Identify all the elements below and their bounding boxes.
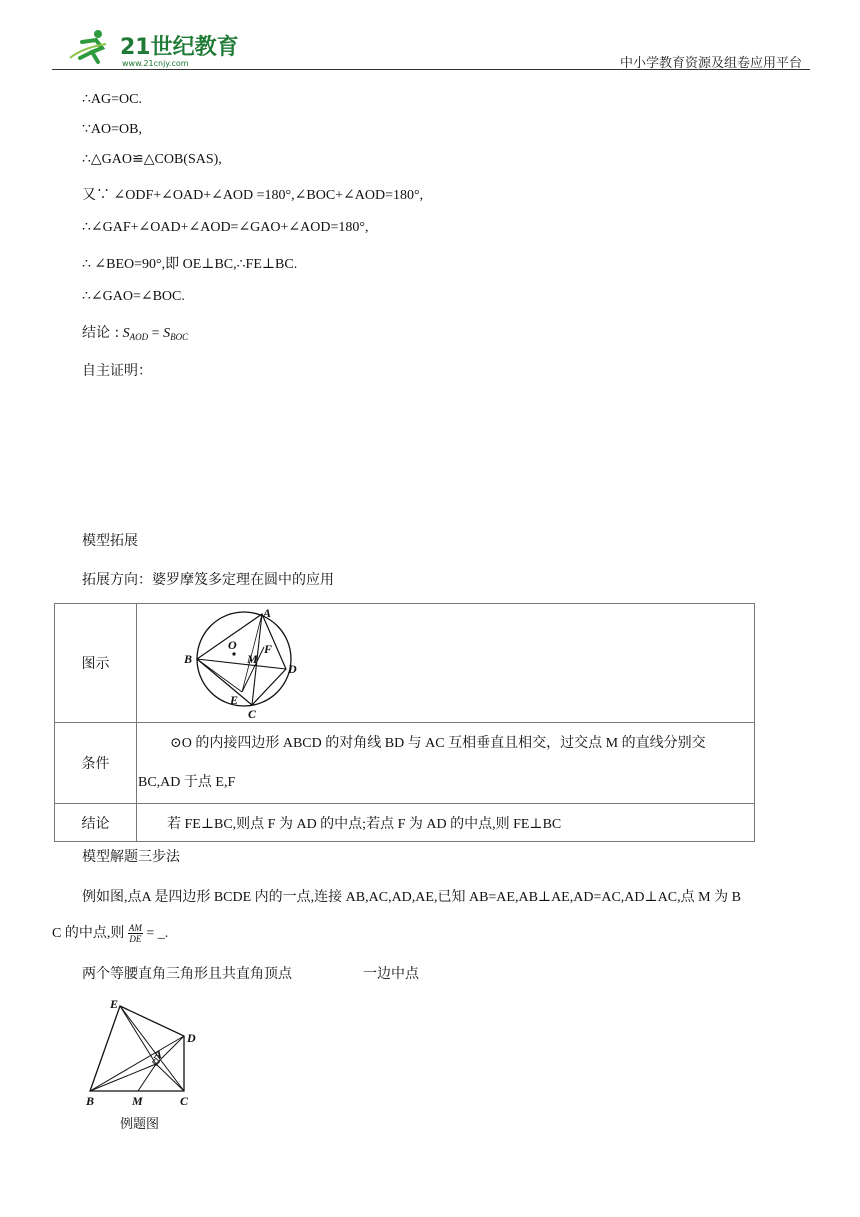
model-table xyxy=(54,603,755,842)
label-B: B xyxy=(184,652,193,666)
proof-line-5: ∴∠GAF+∠OAD+∠AOD=∠GAO+∠AOD=180°, xyxy=(82,220,369,235)
fig2-label-E: E xyxy=(110,997,119,1011)
fig2-label-M: M xyxy=(132,1094,143,1108)
conclusion-label: 结论 : xyxy=(82,325,120,341)
proof-line-7: ∴∠GAO=∠BOC. xyxy=(82,289,185,304)
row-label-condition: 条件 xyxy=(55,723,137,804)
figure-cell xyxy=(137,604,755,723)
model-title: 模型拓展 xyxy=(82,533,138,549)
conclusion-line xyxy=(82,322,188,342)
runner-icon xyxy=(70,30,106,62)
example-figure xyxy=(80,996,210,1136)
condition-line-2: BC,AD 于点 E,F xyxy=(138,775,236,790)
label-F: F xyxy=(264,642,273,656)
header-divider xyxy=(52,69,810,70)
self-proof-label: 自主证明： xyxy=(82,363,152,379)
label-M: M xyxy=(247,652,258,666)
row-label-conclusion: 结论 xyxy=(55,804,137,842)
example-line-2 xyxy=(52,922,168,944)
fig2-label-A: A xyxy=(154,1047,163,1061)
label-A: A xyxy=(263,607,272,620)
conclusion-rhs-sub: BOC xyxy=(170,332,189,342)
hint-left: 两个等腰直角三角形且共直角顶点 xyxy=(82,966,292,982)
platform-name: 中小学教育资源及组卷应用平台 xyxy=(619,56,802,71)
example-line-2-answer: = _. xyxy=(146,926,169,941)
label-D: D xyxy=(288,662,297,676)
conclusion-lhs: S xyxy=(122,326,130,341)
proof-line-2: ∵AO=OB, xyxy=(82,122,142,137)
fig2-label-B: B xyxy=(86,1094,95,1108)
fig2-label-D: D xyxy=(187,1031,196,1045)
label-O: O xyxy=(228,638,237,652)
condition-line-1: ⊙O 的内接四边形 ABCD 的对角线 BD 与 AC 互相垂直且相交，过交点 M 的直线分别交 xyxy=(170,736,706,751)
proof-line-1: ∴AG=OC. xyxy=(82,92,142,107)
proof-line-3: ∴△GAO≌△COB(SAS), xyxy=(82,152,222,167)
extension-direction: 拓展方向：婆罗摩笈多定理在圆中的应用 xyxy=(82,572,334,588)
fraction-numerator: AM xyxy=(128,923,142,934)
figure-caption: 例题图 xyxy=(120,1117,160,1132)
page-header xyxy=(50,22,812,70)
conclusion-rhs: S xyxy=(163,326,171,341)
logo-url: www.21cnjy.com xyxy=(122,59,189,68)
conclusion-lhs-sub: AOD xyxy=(129,332,149,342)
logo xyxy=(62,28,272,68)
condition-cell xyxy=(137,723,755,804)
fraction-am-de xyxy=(128,923,143,944)
example-line-1: 例如图,点A 是四边形 BCDE 内的一点,连接 AB,AC,AD,AE,已知 AB=AE,AB⊥AE,AD=AC,AD⊥AC,点 M 为 B xyxy=(82,890,741,905)
row-label-figure: 图示 xyxy=(55,604,137,723)
fraction-denominator: DE xyxy=(129,934,142,945)
steps-title: 模型解题三步法 xyxy=(82,849,180,865)
example-line-2-text: C 的中点,则 xyxy=(52,926,125,941)
label-E: E xyxy=(230,693,239,707)
circle-quadrilateral-diagram xyxy=(172,607,312,719)
conclusion-cell: 若 FE⊥BC,则点 F 为 AD 的中点;若点 F 为 AD 的中点,则 FE⊥BC xyxy=(137,804,755,842)
logo-text: 21世纪教育 xyxy=(120,35,239,60)
hint-right: 一边中点 xyxy=(363,966,419,982)
label-C: C xyxy=(248,707,257,719)
fig2-label-C: C xyxy=(180,1094,189,1108)
conclusion-eq: = xyxy=(148,326,164,341)
proof-line-6: ∴ ∠BEO=90°,即 OE⊥BC,∴FE⊥BC. xyxy=(82,257,298,272)
proof-line-4: 又∵ ∠ODF+∠OAD+∠AOD =180°,∠BOC+∠AOD=180°, xyxy=(82,188,424,203)
